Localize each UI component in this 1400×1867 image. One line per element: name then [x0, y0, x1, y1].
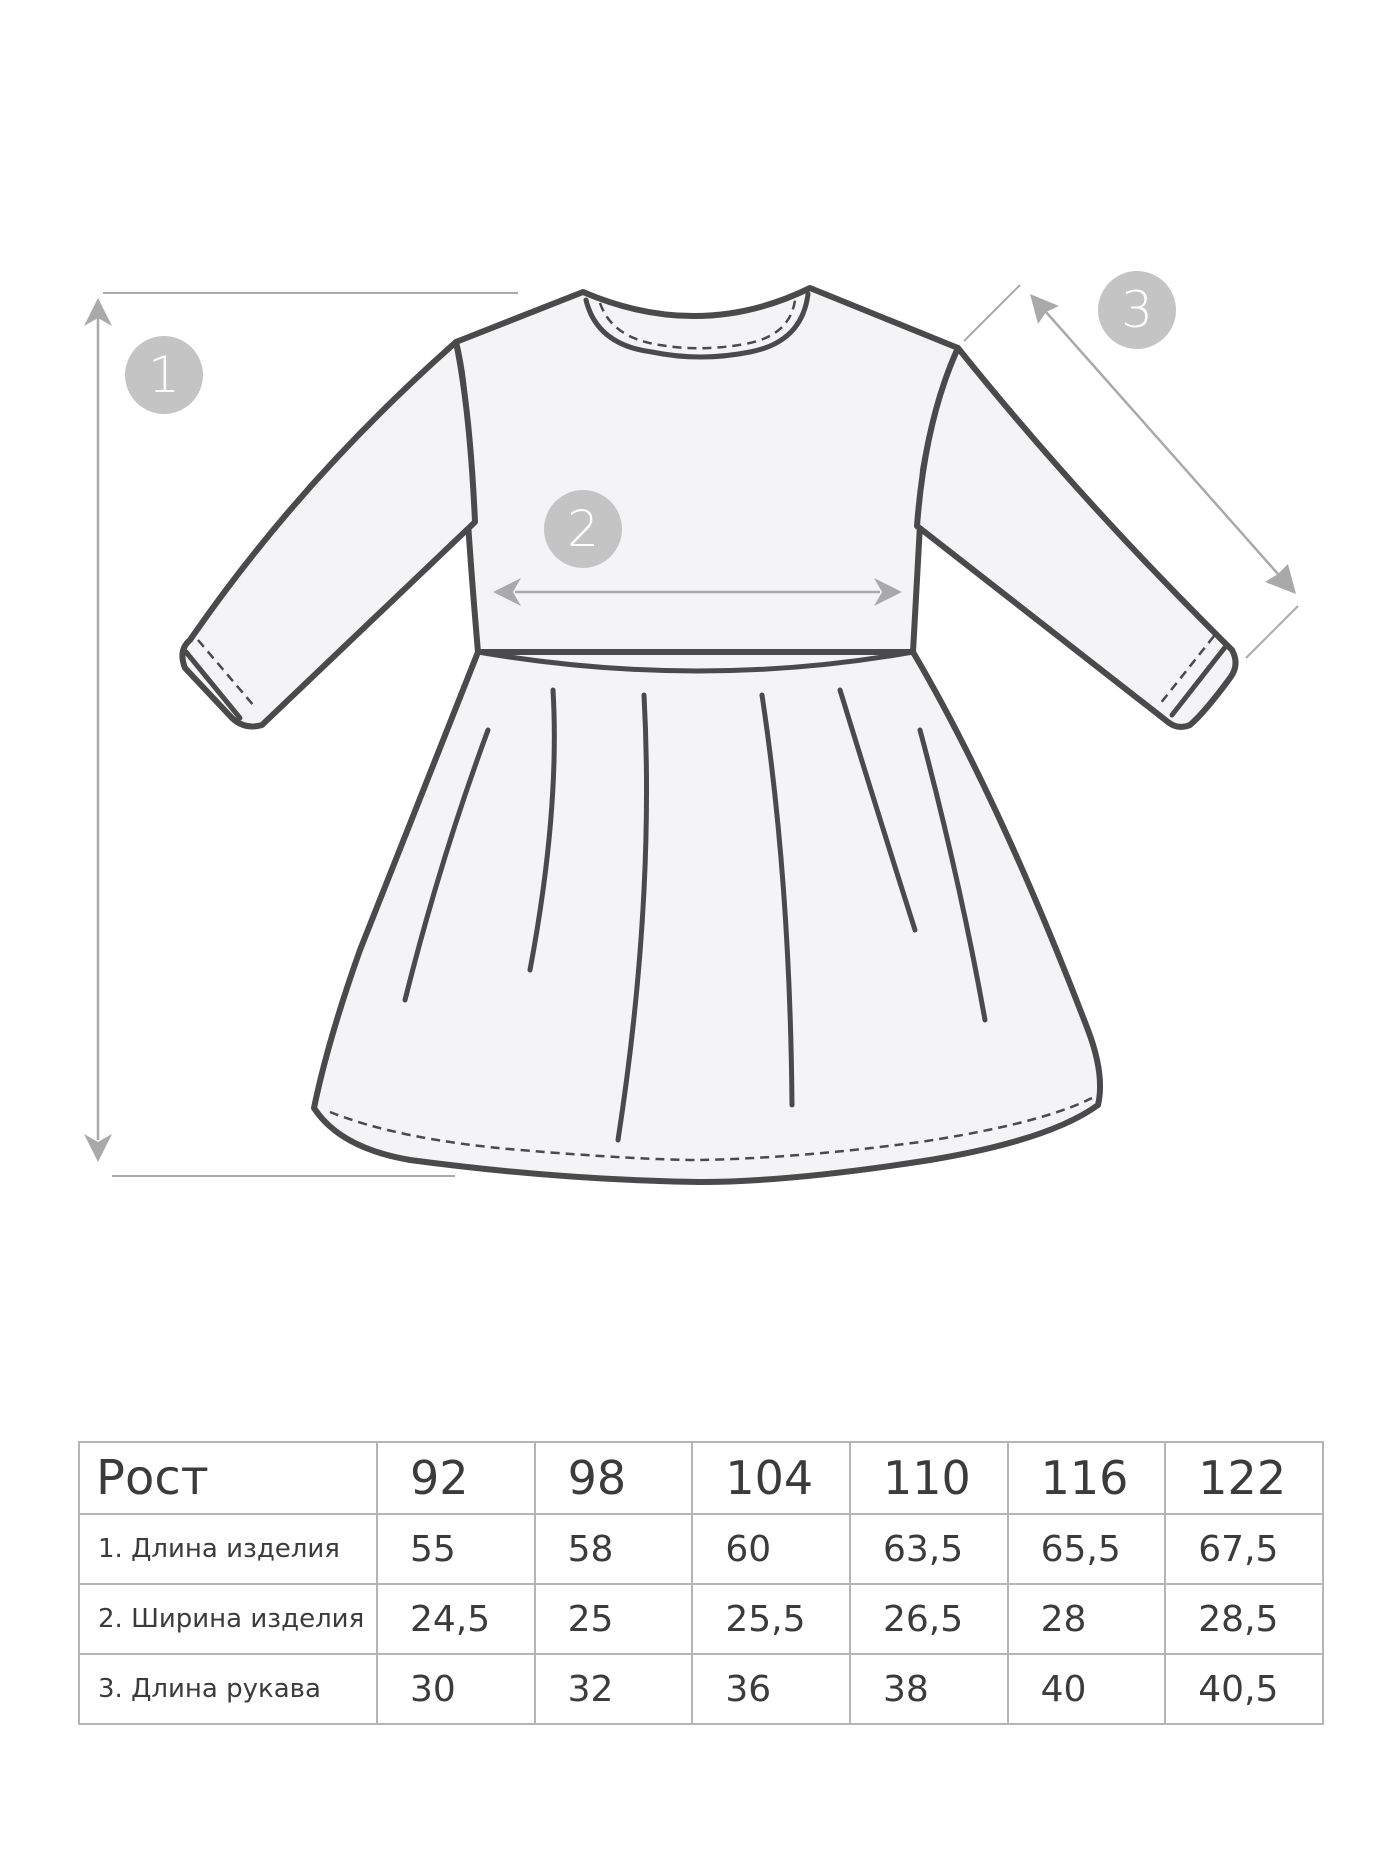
- table-row-width: [79, 1584, 1323, 1654]
- table-cell: 40,5: [1165, 1654, 1323, 1724]
- table-cell: 32: [535, 1654, 693, 1724]
- table-cell: 67,5: [1165, 1514, 1323, 1584]
- table-cell: 30: [377, 1654, 535, 1724]
- table-row-sleeve: [79, 1654, 1323, 1724]
- marker-sleeve: [1098, 271, 1176, 349]
- table-cell: 36: [692, 1654, 850, 1724]
- table-cell: 25: [535, 1584, 693, 1654]
- size-header-cell: 98: [535, 1442, 693, 1514]
- marker-length: [125, 336, 203, 414]
- table-cell: 38: [850, 1654, 1008, 1724]
- table-cell: 25,5: [692, 1584, 850, 1654]
- table-cell: 28: [1008, 1584, 1166, 1654]
- table-cell: 60: [692, 1514, 850, 1584]
- sleeve-arrow-top-icon: [1030, 294, 1059, 324]
- row-label: 2. Ширина изделия: [79, 1584, 377, 1654]
- table-cell: 26,5: [850, 1584, 1008, 1654]
- marker-number: 3: [1121, 281, 1153, 339]
- dress-right-sleeve: [917, 348, 1236, 727]
- size-header-cell: 116: [1008, 1442, 1166, 1514]
- size-header-cell: 110: [850, 1442, 1008, 1514]
- marker-number: 1: [148, 346, 180, 404]
- sleeve-top-extension-line: [964, 285, 1020, 341]
- size-header-cell: 92: [377, 1442, 535, 1514]
- size-chart-table: [78, 1441, 1324, 1725]
- sleeve-arrow-bottom-icon: [1265, 564, 1296, 594]
- table-header-row: [79, 1442, 1323, 1514]
- marker-width: [544, 490, 622, 568]
- table-cell: 63,5: [850, 1514, 1008, 1584]
- table-cell: 65,5: [1008, 1514, 1166, 1584]
- table-cell: 55: [377, 1514, 535, 1584]
- height-header-label: Рост: [79, 1442, 377, 1514]
- row-label: 1. Длина изделия: [79, 1514, 377, 1584]
- dress-illustration: [182, 288, 1235, 1182]
- dress-skirt: [314, 652, 1100, 1182]
- row-label: 3. Длина рукава: [79, 1654, 377, 1724]
- size-header-cell: 122: [1165, 1442, 1323, 1514]
- table-cell: 24,5: [377, 1584, 535, 1654]
- size-header-cell: 104: [692, 1442, 850, 1514]
- table-cell: 28,5: [1165, 1584, 1323, 1654]
- marker-number: 2: [567, 500, 599, 558]
- table-row-length: [79, 1514, 1323, 1584]
- table-cell: 58: [535, 1514, 693, 1584]
- table-cell: 40: [1008, 1654, 1166, 1724]
- dress-left-sleeve: [182, 342, 475, 726]
- sleeve-bottom-extension-line: [1246, 606, 1298, 658]
